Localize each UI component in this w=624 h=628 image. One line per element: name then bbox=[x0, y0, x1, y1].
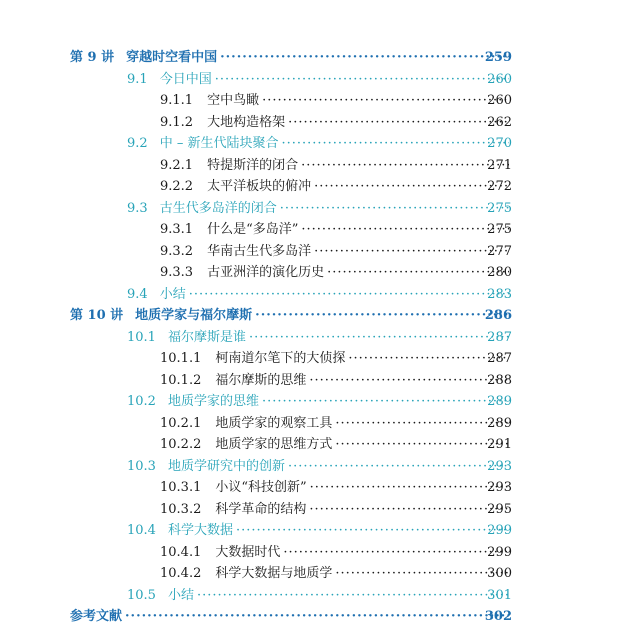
dot-leader bbox=[283, 542, 509, 564]
toc-entry-number: 9.3.2 bbox=[160, 243, 194, 259]
dot-leader bbox=[262, 391, 509, 413]
toc-entry-title: 小议“科技创新” bbox=[215, 480, 307, 495]
toc-entry-number: 9.2.1 bbox=[160, 157, 194, 173]
toc-entry-title: 地质学家的思维方式 bbox=[215, 437, 333, 452]
toc-entry-page-number: 272 bbox=[487, 179, 512, 194]
toc-entry-page-number: 287 bbox=[487, 329, 512, 345]
toc-entry-number: 10.1 bbox=[127, 329, 156, 345]
toc-entry-title: 古生代多岛洋的闭合 bbox=[159, 200, 277, 216]
toc-entry-number: 10.5 bbox=[127, 587, 156, 603]
toc-entry-page-number: 275 bbox=[487, 222, 512, 237]
dot-leader bbox=[288, 456, 509, 478]
dot-leader bbox=[335, 434, 509, 456]
toc-entry-page-number: 295 bbox=[487, 501, 512, 517]
toc-entry-section[interactable] bbox=[0, 133, 624, 155]
dot-leader bbox=[236, 520, 509, 542]
toc-entry-page-number: 260 bbox=[487, 93, 512, 108]
dot-leader bbox=[125, 606, 509, 628]
toc-entry-page-number: 299 bbox=[487, 523, 512, 538]
toc-entry-title: 科学大数据 bbox=[167, 523, 233, 538]
toc-entry-number: 10.3 bbox=[127, 458, 156, 474]
toc-entry-title: 福尔摩斯的思维 bbox=[215, 372, 307, 388]
toc-entry-page-number: 287 bbox=[487, 351, 512, 366]
toc-entry-title: 空中鸟瞰 bbox=[207, 93, 260, 108]
toc-entry-section[interactable] bbox=[0, 327, 624, 349]
toc-entry-number: 第 10 讲 bbox=[70, 308, 124, 323]
dot-leader bbox=[255, 305, 509, 327]
toc-entry-sub[interactable] bbox=[0, 370, 624, 392]
toc-entry-sub[interactable] bbox=[0, 90, 624, 112]
dot-leader bbox=[309, 370, 509, 392]
dot-leader bbox=[280, 198, 509, 220]
toc-entry-section[interactable] bbox=[0, 198, 624, 220]
toc-entry-number: 10.1.2 bbox=[160, 372, 202, 388]
toc-entry-title: 今日中国 bbox=[159, 71, 212, 87]
toc-entry-sub[interactable] bbox=[0, 112, 624, 134]
toc-entry-section[interactable] bbox=[0, 284, 624, 306]
toc-entry-title: 柯南道尔笔下的大侦探 bbox=[215, 351, 346, 366]
toc-entry-page-number: 289 bbox=[487, 394, 512, 409]
toc-entry-page-number: 288 bbox=[487, 372, 512, 388]
toc-entry-chapter[interactable] bbox=[0, 606, 624, 628]
toc-entry-sub[interactable] bbox=[0, 155, 624, 177]
dot-leader bbox=[335, 563, 509, 585]
toc-entry-title: 地质学家的思维 bbox=[167, 394, 259, 409]
dot-leader bbox=[262, 90, 509, 112]
toc-entry-title: 科学革命的结构 bbox=[215, 501, 307, 517]
toc-entry-number: 10.1.1 bbox=[160, 351, 202, 366]
toc-entry-number: 9.4 bbox=[127, 286, 148, 302]
toc-entry-page-number: 277 bbox=[487, 243, 512, 259]
toc-entry-page-number: 270 bbox=[487, 136, 512, 151]
toc-entry-title: 大数据时代 bbox=[215, 544, 281, 560]
toc-entry-number: 10.2.1 bbox=[160, 415, 202, 431]
toc-entry-number: 10.3.2 bbox=[160, 501, 202, 517]
toc-entry-number: 10.4.2 bbox=[160, 566, 202, 581]
dot-leader bbox=[301, 155, 509, 177]
toc-entry-page-number: 262 bbox=[487, 114, 512, 130]
toc-entry-sub[interactable] bbox=[0, 563, 624, 585]
toc-entry-section[interactable] bbox=[0, 391, 624, 413]
toc-entry-title: 参考文献 bbox=[70, 609, 123, 624]
toc-entry-sub[interactable] bbox=[0, 348, 624, 370]
toc-entry-page-number: 291 bbox=[487, 437, 512, 452]
dot-leader bbox=[335, 413, 509, 435]
dot-leader bbox=[288, 112, 509, 134]
toc-entry-page-number: 283 bbox=[487, 286, 512, 302]
toc-entry-number: 9.1 bbox=[127, 71, 148, 87]
dot-leader bbox=[189, 284, 509, 306]
toc-entry-title: 地质学研究中的创新 bbox=[167, 458, 285, 474]
toc-entry-number: 9.2 bbox=[127, 136, 148, 151]
dot-leader bbox=[314, 176, 509, 198]
toc-entry-sub[interactable] bbox=[0, 413, 624, 435]
toc-entry-page-number: 302 bbox=[484, 609, 512, 624]
toc-entry-section[interactable] bbox=[0, 585, 624, 607]
toc-entry-number: 9.3.1 bbox=[160, 222, 194, 237]
toc-entry-chapter[interactable] bbox=[0, 305, 624, 327]
toc-entry-title: 大地构造格架 bbox=[207, 114, 286, 130]
toc-entry-title: 华南古生代多岛洋 bbox=[207, 243, 312, 259]
toc-entry-sub[interactable] bbox=[0, 262, 624, 284]
toc-entry-number: 9.1.1 bbox=[160, 93, 194, 108]
toc-entry-page-number: 280 bbox=[487, 265, 512, 280]
toc-entry-number: 10.4 bbox=[127, 523, 156, 538]
toc-entry-sub[interactable] bbox=[0, 176, 624, 198]
toc-entry-page-number: 299 bbox=[487, 544, 512, 560]
dot-leader bbox=[327, 262, 509, 284]
dot-leader bbox=[301, 219, 509, 241]
toc-entry-number: 9.3.3 bbox=[160, 265, 194, 280]
toc-entry-page-number: 275 bbox=[487, 200, 512, 216]
toc-entry-page-number: 300 bbox=[487, 566, 512, 581]
toc-entry-title: 特提斯洋的闭合 bbox=[207, 157, 299, 173]
dot-leader bbox=[197, 585, 509, 607]
toc-entry-page-number: 289 bbox=[487, 415, 512, 431]
toc-entry-number: 9.2.2 bbox=[160, 179, 194, 194]
toc-entry-number: 9.3 bbox=[127, 200, 148, 216]
toc-entry-title: 中 – 新生代陆块聚合 bbox=[159, 136, 279, 151]
toc-entry-number: 10.2.2 bbox=[160, 437, 202, 452]
dot-leader bbox=[309, 499, 509, 521]
toc-entry-section[interactable] bbox=[0, 456, 624, 478]
toc-entry-page-number: 286 bbox=[484, 308, 512, 323]
toc-entry-page-number: 260 bbox=[487, 71, 512, 87]
toc-entry-sub[interactable] bbox=[0, 241, 624, 263]
table-of-contents bbox=[0, 47, 624, 628]
toc-entry-title: 地质学家与福尔摩斯 bbox=[135, 308, 253, 323]
toc-entry-title: 地质学家的观察工具 bbox=[215, 415, 333, 431]
toc-entry-page-number: 301 bbox=[487, 587, 512, 603]
toc-entry-section[interactable] bbox=[0, 69, 624, 91]
toc-entry-page-number: 259 bbox=[484, 50, 512, 65]
toc-entry-page-number: 293 bbox=[487, 480, 512, 495]
toc-entry-title: 什么是“多岛洋” bbox=[207, 222, 299, 237]
toc-entry-title: 福尔摩斯是谁 bbox=[167, 329, 246, 345]
toc-entry-number: 10.3.1 bbox=[160, 480, 202, 495]
toc-entry-chapter[interactable] bbox=[0, 47, 624, 69]
toc-entry-sub[interactable] bbox=[0, 434, 624, 456]
toc-entry-page-number: 293 bbox=[487, 458, 512, 474]
dot-leader bbox=[220, 47, 509, 69]
dot-leader bbox=[348, 348, 509, 370]
dot-leader bbox=[314, 241, 509, 263]
toc-entry-title: 小结 bbox=[159, 286, 186, 302]
toc-entry-sub[interactable] bbox=[0, 477, 624, 499]
toc-entry-number: 第 9 讲 bbox=[70, 50, 115, 65]
toc-entry-number: 10.2 bbox=[127, 394, 156, 409]
toc-entry-title: 太平洋板块的俯冲 bbox=[207, 179, 312, 194]
toc-entry-title: 穿越时空看中国 bbox=[126, 50, 218, 65]
toc-entry-title: 科学大数据与地质学 bbox=[215, 566, 333, 581]
toc-entry-page-number: 271 bbox=[487, 157, 512, 173]
toc-entry-section[interactable] bbox=[0, 520, 624, 542]
toc-entry-number: 10.4.1 bbox=[160, 544, 202, 560]
dot-leader bbox=[249, 327, 509, 349]
toc-entry-title: 小结 bbox=[167, 587, 194, 603]
dot-leader bbox=[215, 69, 509, 91]
dot-leader bbox=[281, 133, 509, 155]
toc-entry-title: 古亚洲洋的演化历史 bbox=[207, 265, 325, 280]
toc-entry-sub[interactable] bbox=[0, 219, 624, 241]
toc-entry-number: 9.1.2 bbox=[160, 114, 194, 130]
dot-leader bbox=[310, 477, 509, 499]
toc-entry-sub[interactable] bbox=[0, 499, 624, 521]
toc-entry-sub[interactable] bbox=[0, 542, 624, 564]
